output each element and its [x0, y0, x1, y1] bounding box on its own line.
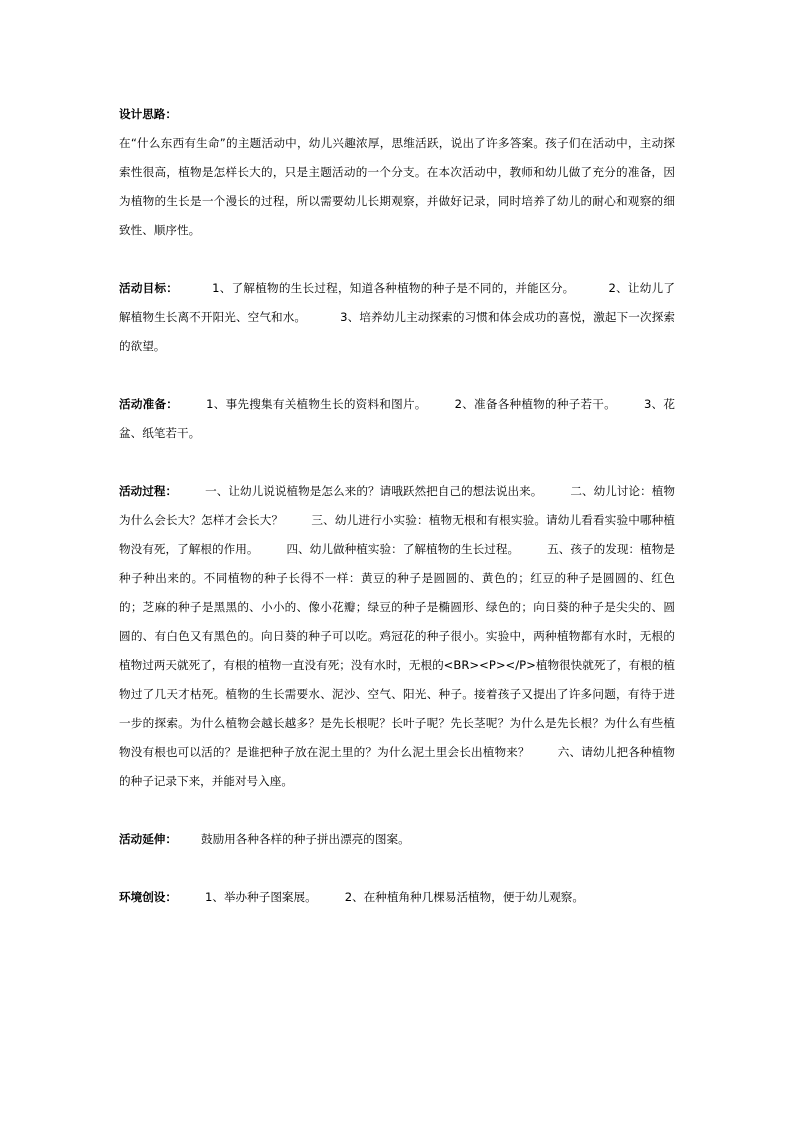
- extension-heading: 活动延伸：: [119, 832, 177, 846]
- prep-item-1: 1、事先搜集有关植物生长的资料和图片。: [206, 397, 427, 411]
- process-step-5: 五、孩子的发现：植物是种子种出来的。不同植物的种子长得不一样：黄豆的种子是圆圆的、黄色的；红豆的种子是圆圆的、红色的；芝麻的种子是黑黑的、小小的、像小花瓣；绿豆的种子是椭圆形、绿色的；向日葵的种子是尖尖的、圆圆的、有白色又有黑色的。向日葵的种子可以吃。鸡冠花的种子很小。实验中，两种植物都有水时，无根的植物过两天就死了，有根的植物一直没有死；没有水时，无根的<BR><P></P>植物很快就死了，有根的植物过了几天才枯死。植物的生长需要水、泥沙、空气、阳光、种子。接着孩子又提出了许多问题，有待于进一步的探索。为什么植物会越长越多？是先长根呢？长叶子呢？先长茎呢？为什么是先长根？为什么有些植物没有根也可以活的？是谁把种子放在泥土里的？为什么泥土里会长出植物来？: [119, 542, 675, 759]
- prep-item-2: 2、准备各种植物的种子若干。: [454, 397, 616, 411]
- environment-item-2: 2、在种植角种几棵易活植物，便于幼儿观察。: [344, 890, 584, 904]
- environment-section: [119, 883, 675, 912]
- process-step-6: 六、请幼儿把各种植物的种子记录下来，并能对号入座。: [119, 745, 675, 788]
- goal-item-1: 1、了解植物的生长过程，知道各种植物的种子是不同的，并能区分。: [212, 281, 575, 295]
- prep-section: [119, 390, 675, 448]
- design-body: 在“什么东西有生命”的主题活动中，幼儿兴趣浓厚，思维活跃，说出了许多答案。孩子们在活动中，主动探索性很高，植物是怎样长大的，只是主题活动的一个分支。在本次活动中，教师和幼儿做了充分的准备，因为植物的生长是一个漫长的过程，所以需要幼儿长期观察，并做好记录，同时培养了幼儿的耐心和观察的细致性、顺序性。: [119, 136, 675, 237]
- design-heading: 设计思路：: [119, 107, 177, 121]
- goal-item-3: 3、培养幼儿主动探索的习惯和体会成功的喜悦，激起下一次探索的欲望。: [119, 310, 675, 353]
- process-step-3: 三、幼儿进行小实验：植物无根和有根实验。请幼儿看看实验中哪种植物没有死，了解根的作用。: [119, 513, 675, 556]
- extension-section: [119, 825, 675, 854]
- process-heading: 活动过程：: [119, 484, 178, 498]
- document-page: [119, 100, 675, 941]
- prep-heading: 活动准备：: [119, 397, 179, 411]
- goal-item-2: 2、让幼儿了解植物生长离不开阳光、空气和水。: [119, 281, 675, 324]
- prep-item-3: 3、花盆、纸笔若干。: [119, 397, 675, 440]
- goals-heading: 活动目标：: [119, 281, 179, 295]
- design-section: [119, 100, 675, 245]
- environment-heading: 环境创设：: [119, 890, 177, 904]
- process-step-1: 一、让幼儿说说植物是怎么来的？请哦跃然把自己的想法说出来。: [205, 484, 543, 498]
- goals-section: [119, 274, 675, 361]
- process-step-4: 四、幼儿做种植实验：了解植物的生长过程。: [286, 542, 520, 556]
- extension-body: 鼓励用各种各样的种子拼出漂亮的图案。: [200, 832, 410, 846]
- environment-item-1: 1、举办种子图案展。: [204, 890, 317, 904]
- process-step-2: 二、幼儿讨论：植物为什么会长大？怎样才会长大？: [119, 484, 675, 527]
- process-section: [119, 477, 675, 796]
